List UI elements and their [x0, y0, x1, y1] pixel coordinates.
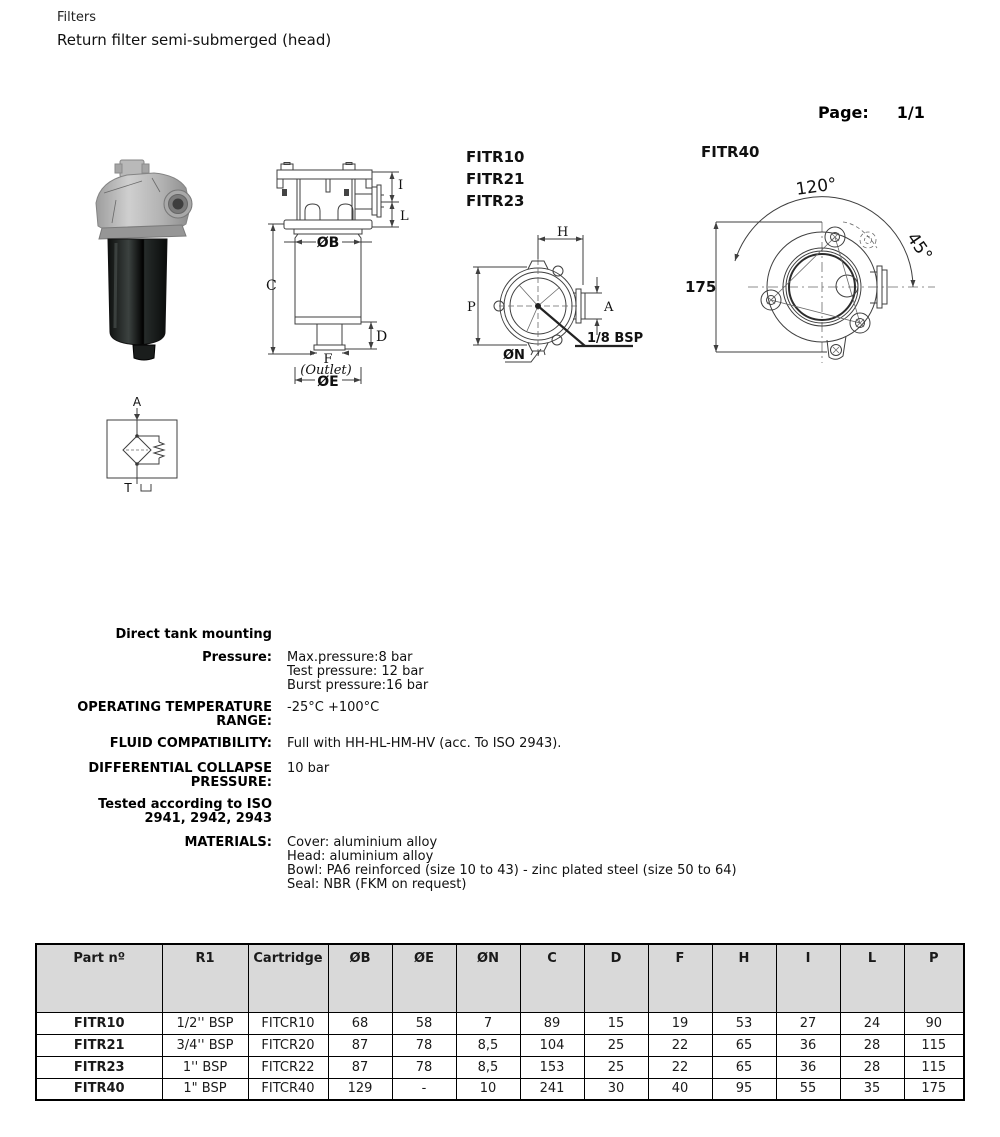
table-cell: 65	[712, 1034, 776, 1056]
part-number-cell: FITR23	[36, 1056, 162, 1078]
column-header: I	[776, 944, 840, 1012]
spec-value-line: Test pressure: 12 bar	[287, 664, 424, 679]
spec-value-line: 10 bar	[287, 761, 330, 776]
spec-label-line: OPERATING TEMPERATURE	[77, 700, 272, 715]
table-cell: 104	[520, 1034, 584, 1056]
spec-label-line: FLUID COMPATIBILITY:	[109, 736, 272, 751]
table-cell: 175	[904, 1078, 964, 1100]
table-cell: FITCR20	[248, 1034, 328, 1056]
variant-label: FITR23	[466, 192, 525, 210]
symbol-port-a: A	[132, 396, 142, 409]
table-cell: 129	[328, 1078, 392, 1100]
dim-label-h: H	[557, 225, 569, 240]
dim-label-p: P	[467, 300, 476, 315]
spec-value-line: Max.pressure:8 bar	[287, 650, 413, 665]
outlet-label: (Outlet)	[300, 363, 352, 378]
parts-table	[35, 943, 965, 1101]
table-row	[36, 1034, 964, 1056]
table-cell: 22	[648, 1034, 712, 1056]
spec-value-line: -25°C +100°C	[287, 700, 380, 715]
table-cell: 24	[840, 1012, 904, 1034]
column-header: ØB	[328, 944, 392, 1012]
table-cell: 89	[520, 1012, 584, 1034]
height-dim-label: 175	[685, 278, 717, 296]
table-cell: 241	[520, 1078, 584, 1100]
column-header: F	[648, 944, 712, 1012]
column-header: ØN	[456, 944, 520, 1012]
dim-label-a: A	[604, 300, 614, 315]
page-title: Return filter semi-submerged (head)	[57, 31, 332, 49]
spec-label-line: Pressure:	[202, 650, 272, 665]
table-cell: 28	[840, 1056, 904, 1078]
page-value: 1/1	[896, 103, 925, 122]
spec-label-line: Direct tank mounting	[115, 627, 272, 642]
table-cell: 1/2'' BSP	[162, 1012, 248, 1034]
spec-value-line: Bowl: PA6 reinforced (size 10 to 43) - zinc plated steel (size 50 to 64)	[287, 863, 737, 878]
column-header: Part nº	[36, 944, 162, 1012]
dim-label-l: L	[400, 209, 409, 224]
table-cell: 28	[840, 1034, 904, 1056]
table-cell: 27	[776, 1012, 840, 1034]
breadcrumb: Filters	[57, 10, 96, 25]
spec-label-line: Tested according to ISO	[98, 797, 272, 812]
column-header: P	[904, 944, 964, 1012]
dim-label-i: I	[398, 178, 404, 193]
spec-label-line: PRESSURE:	[190, 775, 272, 790]
table-cell: 40	[648, 1078, 712, 1100]
port-size-label: 1/8 BSP	[587, 331, 644, 346]
table-cell: 19	[648, 1012, 712, 1034]
spec-label-line: 2941, 2942, 2943	[144, 811, 272, 826]
table-cell: 15	[584, 1012, 648, 1034]
page-label: Page:	[818, 103, 869, 122]
spec-label-line: MATERIALS:	[184, 835, 272, 850]
table-cell: 25	[584, 1034, 648, 1056]
fitr40-drawing	[665, 160, 960, 395]
column-header: H	[712, 944, 776, 1012]
section-drawing	[262, 162, 412, 394]
table-cell: 22	[648, 1056, 712, 1078]
column-header: C	[520, 944, 584, 1012]
spec-label-line: RANGE:	[216, 714, 272, 729]
part-number-cell: FITR21	[36, 1034, 162, 1056]
table-cell: 115	[904, 1034, 964, 1056]
column-header: L	[840, 944, 904, 1012]
variant-label: FITR10	[466, 148, 525, 166]
side-angle-label: 45°	[902, 229, 936, 266]
table-cell: 87	[328, 1056, 392, 1078]
variant-label: FITR21	[466, 170, 525, 188]
hydraulic-symbol	[95, 396, 195, 504]
table-row	[36, 1078, 964, 1100]
table-cell: 1" BSP	[162, 1078, 248, 1100]
table-cell: 10	[456, 1078, 520, 1100]
table-cell: -	[392, 1078, 456, 1100]
table-cell: 25	[584, 1056, 648, 1078]
spec-value-line: Burst pressure:16 bar	[287, 678, 429, 693]
table-cell: 78	[392, 1056, 456, 1078]
table-cell: 90	[904, 1012, 964, 1034]
column-header: D	[584, 944, 648, 1012]
table-cell: 1'' BSP	[162, 1056, 248, 1078]
spec-value-line: Seal: NBR (FKM on request)	[287, 877, 467, 892]
spec-value-line: Full with HH-HL-HM-HV (acc. To ISO 2943).	[287, 736, 562, 751]
table-cell: 3/4'' BSP	[162, 1034, 248, 1056]
spec-label-line: DIFFERENTIAL COLLAPSE	[88, 761, 272, 776]
table-cell: 36	[776, 1034, 840, 1056]
column-header: ØE	[392, 944, 456, 1012]
arc-angle-label: 120°	[794, 174, 838, 200]
variant-labels	[466, 146, 524, 212]
table-cell: FITCR10	[248, 1012, 328, 1034]
page-indicator	[818, 103, 925, 122]
table-cell: 78	[392, 1034, 456, 1056]
table-cell: 36	[776, 1056, 840, 1078]
symbol-port-t: T	[124, 481, 132, 495]
table-cell: FITCR40	[248, 1078, 328, 1100]
filter-photo	[82, 148, 202, 363]
fitr40-title: FITR40	[701, 143, 760, 161]
table-cell: 65	[712, 1056, 776, 1078]
table-cell: 35	[840, 1078, 904, 1100]
part-number-cell: FITR40	[36, 1078, 162, 1100]
dim-label-oe: ØE	[317, 374, 339, 390]
table-cell: 95	[712, 1078, 776, 1100]
dim-label-on: ØN	[503, 348, 525, 363]
spec-value-line: Cover: aluminium alloy	[287, 835, 438, 850]
dim-label-ob: ØB	[316, 235, 340, 251]
table-row	[36, 1056, 964, 1078]
table-cell: 115	[904, 1056, 964, 1078]
front-view-drawing	[465, 225, 650, 400]
table-cell: 68	[328, 1012, 392, 1034]
column-header: R1	[162, 944, 248, 1012]
table-cell: 7	[456, 1012, 520, 1034]
column-header: Cartridge	[248, 944, 328, 1012]
dim-label-d: D	[376, 329, 388, 345]
table-row	[36, 1012, 964, 1034]
table-cell: 58	[392, 1012, 456, 1034]
table-header-row	[36, 944, 964, 1012]
table-cell: 53	[712, 1012, 776, 1034]
table-cell: 30	[584, 1078, 648, 1100]
table-cell: FITCR22	[248, 1056, 328, 1078]
dim-label-f: F	[323, 352, 333, 367]
dim-label-c: C	[266, 278, 277, 294]
table-cell: 153	[520, 1056, 584, 1078]
table-cell: 55	[776, 1078, 840, 1100]
table-cell: 8,5	[456, 1034, 520, 1056]
part-number-cell: FITR10	[36, 1012, 162, 1034]
spec-value-line: Head: aluminium alloy	[287, 849, 434, 864]
table-cell: 87	[328, 1034, 392, 1056]
table-cell: 8,5	[456, 1056, 520, 1078]
